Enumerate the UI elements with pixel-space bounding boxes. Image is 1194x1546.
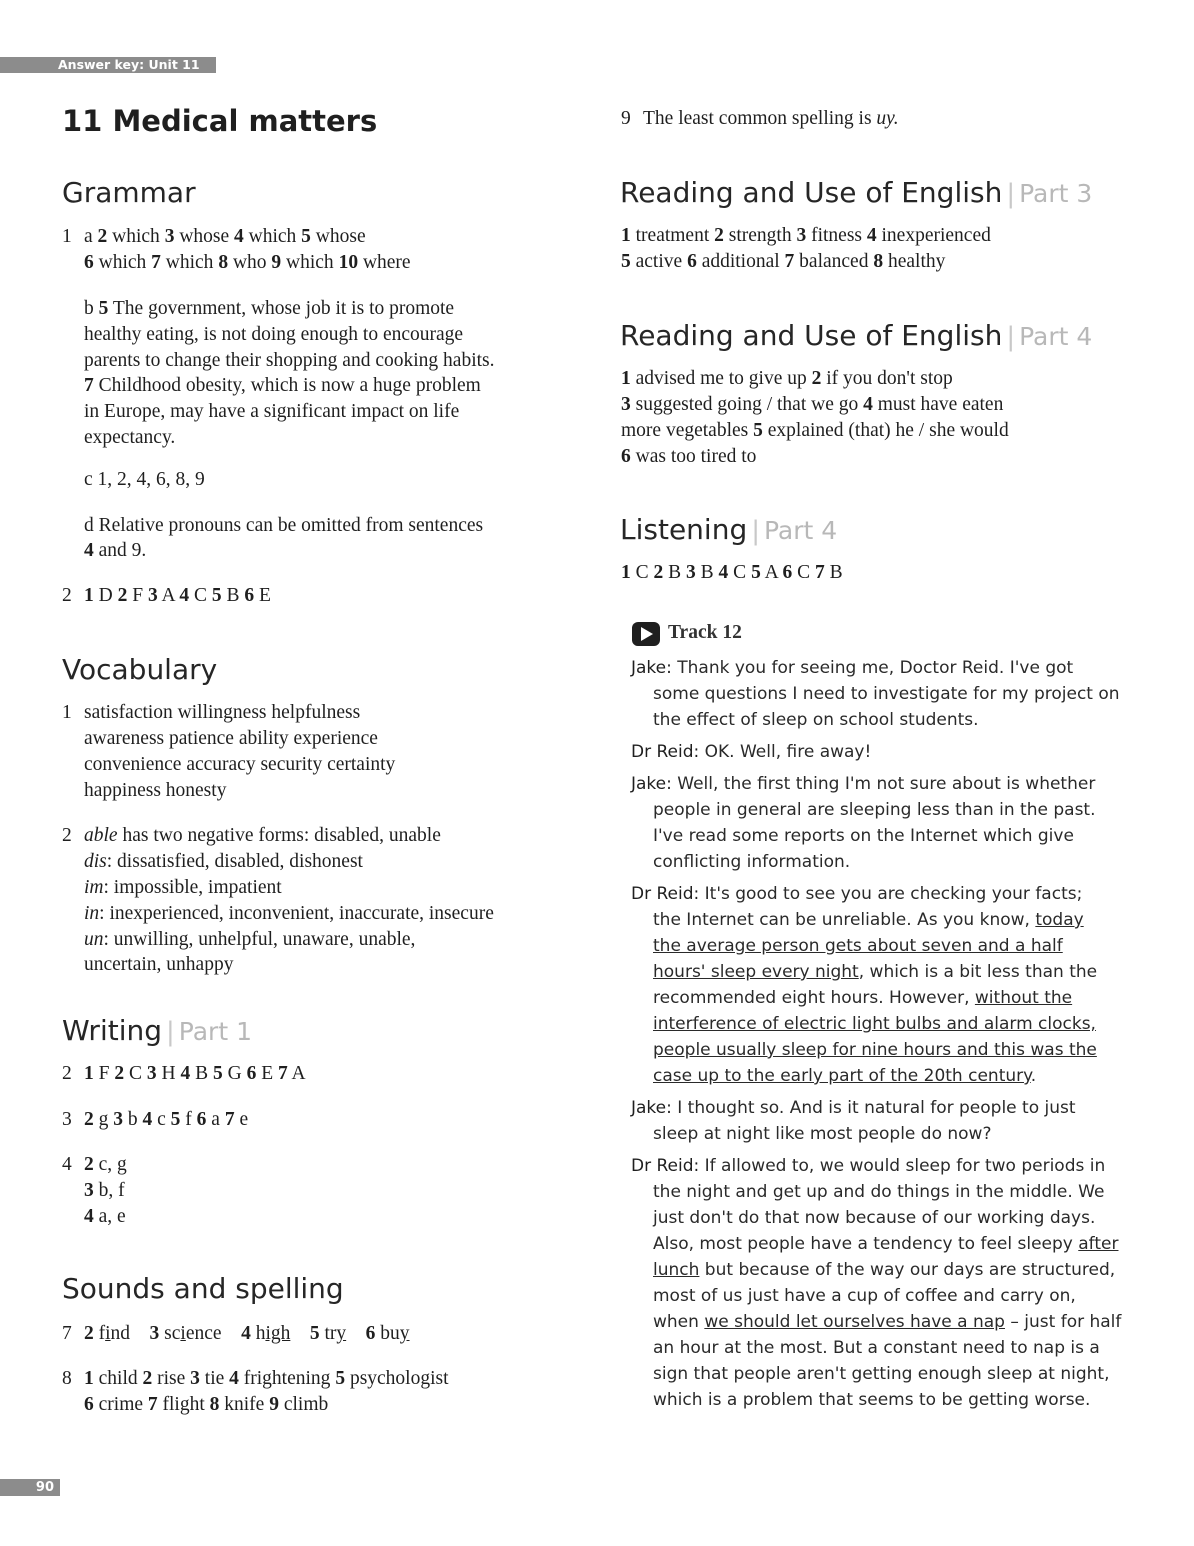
transcript-line [631, 1361, 1151, 1387]
listening-heading: Listening | Part 4 [620, 513, 838, 546]
speaker-name: Dr Reid: [631, 742, 705, 762]
text: I've read some reports on the Internet which give [653, 826, 1074, 846]
writing-q4-line: 2 c, g [84, 1154, 127, 1175]
transcript-line [631, 1011, 1151, 1037]
underlined-text: lunch [653, 1260, 700, 1280]
grammar-b-line: 7 Childhood obesity, which is now a huge problem [84, 375, 481, 396]
transcript-line [631, 823, 1151, 849]
text: Thank you for seeing me, Doctor Reid. I've got [677, 658, 1074, 678]
grammar-heading: Grammar [62, 176, 196, 209]
text: the Internet can be unreliable. As you know, [653, 910, 1036, 930]
prefix-words: : dissatisfied, disabled, dishonest [106, 851, 363, 872]
vocab-q1-line: happiness honesty [84, 780, 227, 801]
transcript-line [631, 707, 1151, 733]
grammar-d-line: 4 and 9. [84, 540, 147, 561]
reading4-line: 6 was too tired to [621, 446, 757, 467]
text: sign that people aren't getting enough sleep at night, [653, 1364, 1110, 1384]
vocab-q1-line: convenience accuracy security certainty [84, 754, 396, 775]
text: the effect of sleep on school students. [653, 710, 979, 730]
vocab-q2-line [84, 952, 233, 978]
vocab-q2-line [84, 823, 441, 849]
transcript-line [631, 849, 1151, 875]
grammar-a-line-1: a 2 which 3 whose 4 which 5 whose [84, 226, 366, 247]
prefix-key: un [84, 929, 104, 950]
speaker-name: Jake: [631, 1098, 678, 1118]
prefix-key: im [84, 877, 104, 898]
item-number: 5 [309, 1323, 320, 1344]
writing-q3-answers: 2 g 3 b 4 c 5 f 6 a 7 e [84, 1109, 249, 1130]
play-icon [631, 621, 661, 647]
reading4-line: 3 suggested going / that we go 4 must have eaten [621, 394, 1004, 415]
transcript-line [631, 1095, 1151, 1121]
writing-title: Writing [62, 1014, 162, 1047]
reading-part4-heading: Reading and Use of English | Part 4 [620, 319, 1093, 352]
item-number: 6 [365, 1323, 376, 1344]
prefix-words: has two negative forms: disabled, unable [117, 825, 441, 846]
transcript-line [631, 985, 1151, 1011]
underlined-text: without the [974, 988, 1073, 1008]
vocab-q2-line [84, 927, 415, 953]
writing-q4-line: 3 b, f [84, 1180, 125, 1201]
word-part: tr [324, 1323, 337, 1344]
underlined-text: people usually sleep for nine hours and this was the [653, 1040, 1097, 1060]
vocab-q2-line [84, 901, 494, 927]
text: the night and get up and do things in the middle. We [653, 1182, 1105, 1202]
reading3-part: Part 3 [1019, 179, 1093, 208]
transcript-line [631, 797, 1151, 823]
question-number: 2 [62, 585, 72, 606]
text: just don't do that now because of our working days. [653, 1208, 1096, 1228]
underlined-letters: i [180, 1323, 186, 1344]
prefix-key: dis [84, 851, 107, 872]
transcript-line [631, 1283, 1151, 1309]
sounds-heading: Sounds and spelling [62, 1272, 344, 1305]
text: It's good to see you are checking your facts; [704, 884, 1083, 904]
text: an hour at the most. But a constant need to nap is a [653, 1338, 1100, 1358]
question-number: 9 [621, 108, 631, 129]
text: recommended eight hours. However, [653, 988, 975, 1008]
grammar-b-line: in Europe, may have a significant impact on life [84, 401, 460, 422]
transcript-line [631, 771, 1151, 797]
prefix-words: : inexperienced, inconvenient, inaccurate, insecure [99, 903, 494, 924]
speaker-name: Jake: [631, 658, 678, 678]
item-number: 2 [84, 1323, 94, 1344]
question-number: 2 [62, 1063, 72, 1084]
text: sleep at night like most people do now? [653, 1124, 992, 1144]
text: – just for half [1004, 1312, 1122, 1332]
vocabulary-heading: Vocabulary [62, 653, 218, 686]
vocab-q2-line [84, 849, 363, 875]
transcript-turn [631, 771, 1151, 875]
text: some questions I need to investigate for my project on [653, 684, 1120, 704]
underlined-letters: y [399, 1323, 410, 1344]
item-number: 4 [241, 1323, 251, 1344]
transcript-turn [631, 881, 1151, 1089]
prefix-words: uncertain, unhappy [84, 954, 234, 975]
reading4-line: more vegetables 5 explained (that) he / she would [621, 420, 1009, 441]
transcript-line [631, 907, 1151, 933]
page-number: 90 [0, 1479, 60, 1496]
grammar-d-line: d Relative pronouns can be omitted from sentences [84, 515, 484, 536]
q9-text: The least common spelling is [643, 108, 877, 129]
sounds-q8-line: 6 crime 7 flight 8 knife 9 climb [84, 1394, 329, 1415]
prefix-key: able [84, 825, 118, 846]
underlined-text: the average person gets about seven and a half [653, 936, 1063, 956]
word-part: ence [185, 1323, 222, 1344]
transcript [631, 655, 1151, 1413]
reading4-part: Part 4 [1019, 322, 1093, 351]
reading4-line: 1 advised me to give up 2 if you don't stop [621, 368, 953, 389]
underlined-letters: y [336, 1323, 347, 1344]
text: most of us just have a cup of coffee and carry on, [653, 1286, 1076, 1306]
transcript-line [631, 681, 1151, 707]
underlined-text: today [1035, 910, 1084, 930]
transcript-turn [631, 739, 1151, 765]
item-number: 3 [149, 1323, 160, 1344]
sounds-q7-answers [84, 1321, 410, 1347]
text: Well, the first thing I'm not sure about is whether [677, 774, 1096, 794]
underlined-letters: i [105, 1323, 111, 1344]
transcript-line [631, 1153, 1151, 1179]
text: Also, most people have a tendency to feel sleepy [653, 1234, 1079, 1254]
transcript-turn [631, 1153, 1151, 1413]
grammar-c-line: c 1, 2, 4, 6, 8, 9 [84, 469, 205, 490]
prefix-words: : impossible, impatient [103, 877, 282, 898]
text: , which is a bit less than the [858, 962, 1098, 982]
transcript-line [631, 1309, 1151, 1335]
underlined-letters: igh [265, 1323, 291, 1344]
underlined-text: after [1078, 1234, 1119, 1254]
header-tag: Answer key: Unit 11 [0, 57, 216, 73]
question-number: 1 [62, 702, 72, 723]
transcript-line [631, 959, 1151, 985]
text: I thought so. And is it natural for people to just [677, 1098, 1076, 1118]
grammar-b-line: healthy eating, is not doing enough to encourage [84, 324, 464, 345]
transcript-line [631, 1257, 1151, 1283]
grammar-q2-answers: 1 D 2 F 3 A 4 C 5 B 6 E [84, 585, 271, 606]
track-label: Track 12 [668, 622, 742, 643]
listening-part: Part 4 [763, 516, 838, 545]
writing-q4-line: 4 a, e [84, 1206, 126, 1227]
transcript-line [631, 1231, 1151, 1257]
sounds-q8-line: 1 child 2 rise 3 tie 4 frightening 5 psychologist [84, 1368, 449, 1389]
listening-title: Listening [620, 513, 748, 546]
grammar-b-line: expectancy. [84, 427, 176, 448]
transcript-line [631, 1205, 1151, 1231]
reading3-line: 1 treatment 2 strength 3 fitness 4 inexperienced [621, 225, 991, 246]
question-number: 3 [62, 1109, 72, 1130]
text: . [1030, 1066, 1037, 1086]
transcript-line [631, 1063, 1151, 1089]
text: OK. Well, fire away! [704, 742, 872, 762]
writing-heading: Writing | Part 1 [62, 1014, 252, 1047]
question-number: 7 [62, 1323, 72, 1344]
sounds-q9-text [643, 106, 899, 132]
transcript-line [631, 933, 1151, 959]
text: which is a problem that seems to be getting worse. [653, 1390, 1091, 1410]
question-number: 2 [62, 825, 72, 846]
transcript-line [631, 1387, 1151, 1413]
reading3-title: Reading and Use of English [620, 176, 1003, 209]
word-part: nd [110, 1323, 131, 1344]
vocab-q1-line: satisfaction willingness helpfulness [84, 702, 361, 723]
text: when [653, 1312, 705, 1332]
grammar-a-line-2: 6 which 7 which 8 who 9 which 10 where [84, 252, 411, 273]
transcript-line [631, 655, 1151, 681]
speaker-name: Dr Reid: [631, 1156, 705, 1176]
underlined-text: hours' sleep every night [653, 962, 859, 982]
prefix-words: : unwilling, unhelpful, unaware, unable, [103, 929, 416, 950]
text: conflicting information. [653, 852, 851, 872]
text: If allowed to, we would sleep for two periods in [704, 1156, 1106, 1176]
underlined-text: case up to the early part of the 20th century [653, 1066, 1031, 1086]
speaker-name: Dr Reid: [631, 884, 705, 904]
page-title: 11 Medical matters [62, 104, 378, 138]
reading-part3-heading: Reading and Use of English | Part 3 [620, 176, 1093, 209]
q9-italic: uy. [876, 108, 899, 129]
word-part: bu [380, 1323, 400, 1344]
transcript-line [631, 1037, 1151, 1063]
vocab-q1-line: awareness patience ability experience [84, 728, 378, 749]
transcript-turn [631, 655, 1151, 733]
grammar-b-line: parents to change their shopping and cooking habits. [84, 350, 495, 371]
underlined-text: we should let ourselves have a nap [704, 1312, 1005, 1332]
writing-q2-answers: 1 F 2 C 3 H 4 B 5 G 6 E 7 A [84, 1063, 306, 1084]
reading3-line: 5 active 6 additional 7 balanced 8 healthy [621, 251, 946, 272]
word-part: h [255, 1323, 266, 1344]
transcript-turn [631, 1095, 1151, 1147]
word-part: f [98, 1323, 106, 1344]
prefix-key: in [84, 903, 100, 924]
grammar-b-line: b 5 The government, whose job it is to promote [84, 298, 455, 319]
underlined-text: interference of electric light bulbs and alarm clocks, [653, 1014, 1096, 1034]
question-number: 8 [62, 1368, 72, 1389]
transcript-line [631, 739, 1151, 765]
word-part: sc [164, 1323, 181, 1344]
vocab-q2-line [84, 875, 282, 901]
question-number: 1 [62, 226, 72, 247]
text: but because of the way our days are structured, [699, 1260, 1116, 1280]
text: people in general are sleeping less than in the past. [653, 800, 1096, 820]
transcript-line [631, 881, 1151, 907]
question-number: 4 [62, 1154, 72, 1175]
transcript-line [631, 1335, 1151, 1361]
transcript-line [631, 1121, 1151, 1147]
transcript-line [631, 1179, 1151, 1205]
listening-answers: 1 C 2 B 3 B 4 C 5 A 6 C 7 B [621, 562, 843, 583]
speaker-name: Jake: [631, 774, 678, 794]
reading4-title: Reading and Use of English [620, 319, 1003, 352]
writing-part: Part 1 [178, 1017, 252, 1046]
